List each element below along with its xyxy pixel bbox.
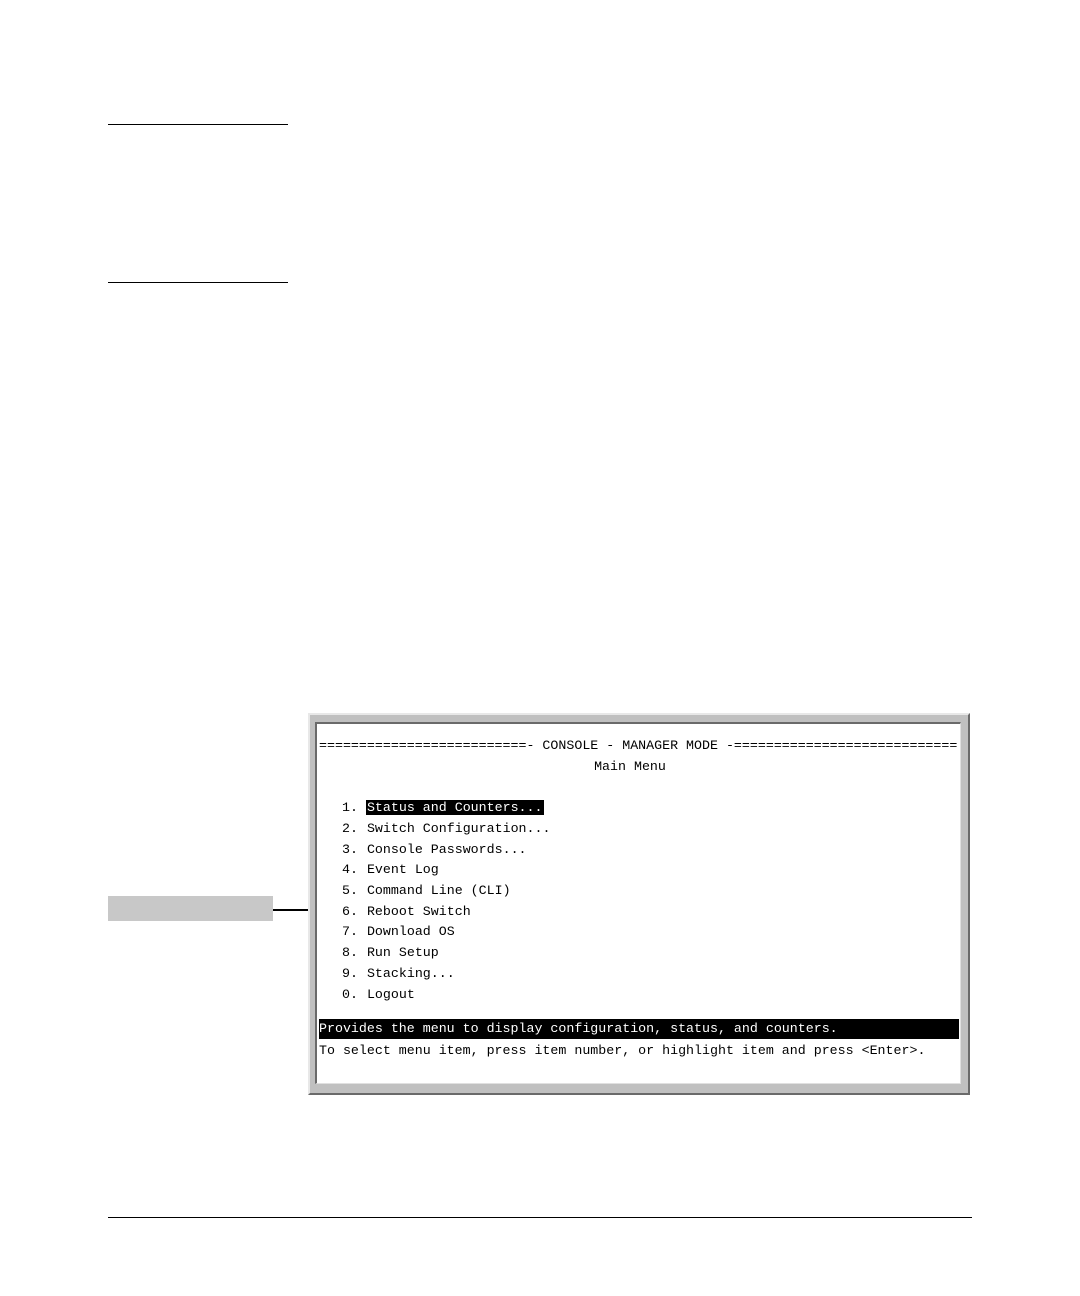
menu-item-logout[interactable] (342, 985, 416, 1004)
menu-item-event-log[interactable] (342, 860, 440, 879)
section-divider-middle (108, 282, 288, 283)
menu-item-label: Download OS (366, 924, 455, 939)
menu-item-label: Reboot Switch (366, 904, 471, 919)
menu-title: Main Menu (594, 759, 666, 774)
menu-item-number: 8. (342, 945, 358, 960)
menu-item-status-and-counters[interactable] (342, 798, 544, 817)
menu-item-number: 5. (342, 883, 358, 898)
help-status-bar: Provides the menu to display configuration, status, and counters. (319, 1019, 959, 1039)
instruction-prompt: To select menu item, press item number, or highlight item and press <Enter>. (319, 1043, 926, 1058)
menu-item-number: 6. (342, 904, 358, 919)
menu-item-number: 9. (342, 966, 358, 981)
console-header: ==========================- CONSOLE - MANAGER MODE -============================ (319, 738, 958, 753)
menu-item-label: Run Setup (366, 945, 439, 960)
menu-item-label: Switch Configuration... (366, 821, 551, 836)
menu-item-reboot-switch[interactable] (342, 902, 472, 921)
section-divider-top (108, 124, 288, 125)
menu-item-number: 0. (342, 987, 358, 1002)
menu-item-label: Logout (366, 987, 415, 1002)
menu-item-console-passwords[interactable] (342, 840, 528, 859)
menu-item-label: Stacking... (366, 966, 455, 981)
menu-item-run-setup[interactable] (342, 943, 440, 962)
menu-item-download-os[interactable] (342, 922, 456, 941)
menu-item-label: Command Line (CLI) (366, 883, 511, 898)
menu-item-label: Event Log (366, 862, 439, 877)
menu-item-switch-configuration[interactable] (342, 819, 551, 838)
menu-item-number: 4. (342, 862, 358, 877)
callout-label-box (108, 896, 273, 921)
menu-item-command-line[interactable] (342, 881, 512, 900)
menu-item-label: Status and Counters... (366, 800, 543, 815)
footer-divider (108, 1217, 972, 1218)
menu-item-label: Console Passwords... (366, 842, 527, 857)
menu-item-number: 2. (342, 821, 358, 836)
menu-item-number: 1. (342, 800, 358, 815)
console-terminal[interactable] (315, 722, 961, 1084)
menu-item-number: 3. (342, 842, 358, 857)
menu-item-number: 7. (342, 924, 358, 939)
menu-item-stacking[interactable] (342, 964, 456, 983)
